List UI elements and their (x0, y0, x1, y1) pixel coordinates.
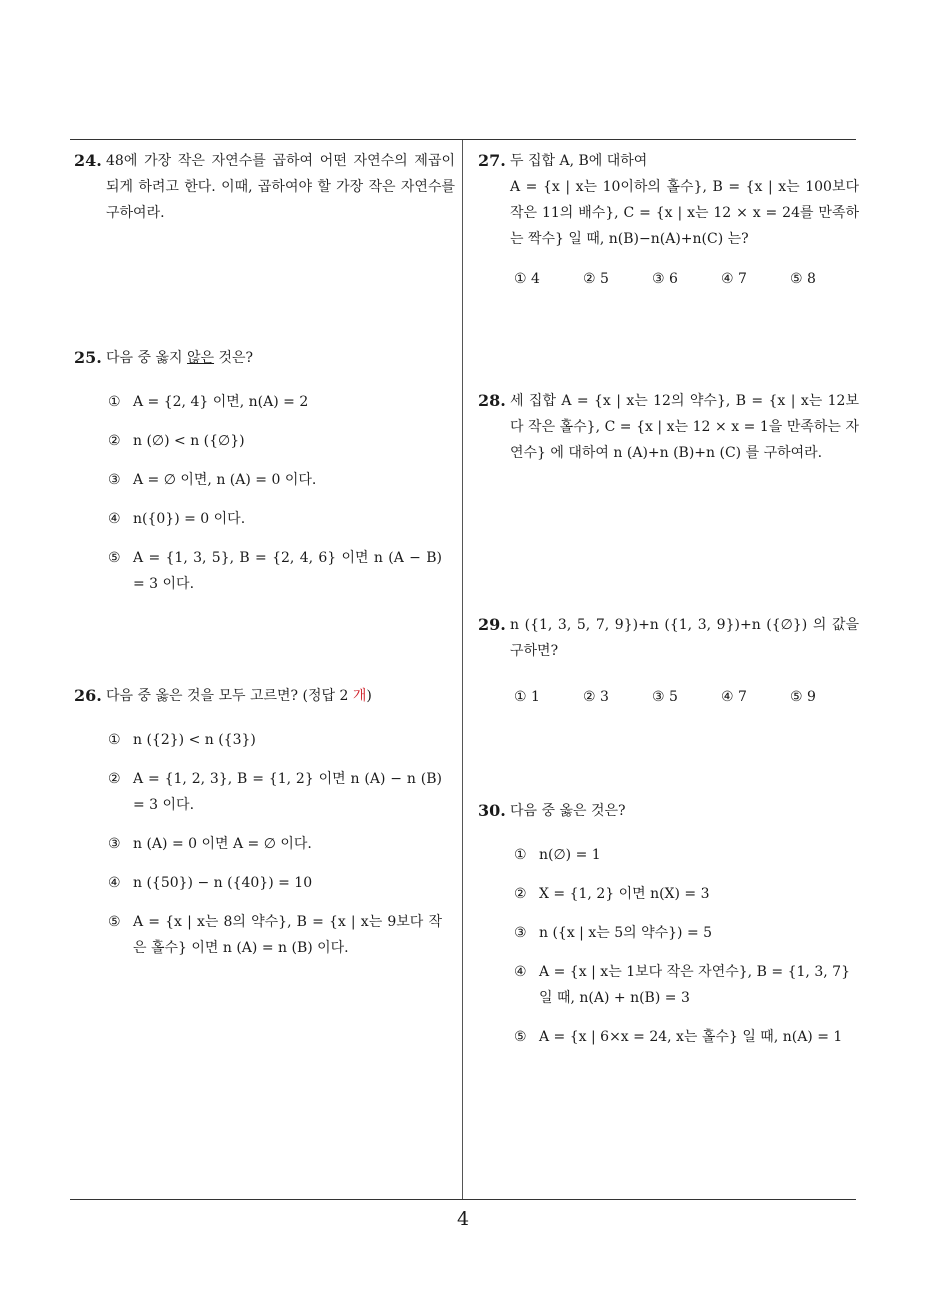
option-mark: ④ (108, 875, 121, 891)
option-mark: ⑤ (108, 550, 121, 566)
question-number: 28. (478, 391, 506, 410)
underlined-word: 않은 (186, 350, 215, 366)
option-1[interactable] (108, 727, 442, 753)
question-number: 26. (74, 686, 102, 705)
question-28 (478, 388, 859, 466)
option-3[interactable] (108, 831, 442, 857)
option-mark: ① (514, 847, 527, 863)
option-2[interactable] (514, 881, 850, 907)
option-text: n ({50}) − n ({40}) = 10 (133, 875, 313, 891)
option-mark: ② (108, 433, 121, 449)
question-text: 48에 가장 작은 자연수를 곱하여 어떤 자연수의 제곱이 되게 하려고 한다. 이때, 곱하여야 할 가장 작은 자연수를 구하여라. (106, 153, 455, 221)
question-text-part: ) (366, 688, 372, 704)
option-list (108, 389, 442, 597)
choice-3[interactable]: ③ 5 (652, 689, 678, 705)
option-1[interactable] (108, 389, 442, 415)
question-body (510, 612, 859, 710)
top-rule (70, 139, 856, 140)
option-mark: ③ (108, 472, 121, 488)
question-26 (74, 683, 442, 974)
question-text (106, 683, 442, 709)
option-mark: ① (108, 394, 121, 410)
choice-4[interactable]: ④ 7 (721, 271, 747, 287)
option-1[interactable] (514, 842, 850, 868)
question-number: 24. (74, 151, 102, 170)
option-text: A = {x | x는 1보다 작은 자연수}, B = {1, 3, 7} 일 때, n(A) + n(B) = 3 (539, 964, 850, 1006)
option-text: n (∅) < n ({∅}) (133, 433, 245, 449)
choice-1[interactable]: ① 4 (514, 271, 540, 287)
question-30 (478, 798, 850, 1063)
question-text (106, 345, 442, 371)
question-27 (478, 148, 859, 292)
question-number: 25. (74, 348, 102, 367)
question-number: 27. (478, 151, 506, 170)
question-text: 세 집합 A = {x | x는 12의 약수}, B = {x | x는 12보다 작은 홀수}, C = {x | x는 12 × x = 1을 만족하는 자연수} 에 대하여 n (A)+n (B)+n (C) 를 구하여라. (510, 393, 859, 461)
question-25 (74, 345, 442, 610)
option-mark: ③ (514, 925, 527, 941)
option-4[interactable] (108, 506, 442, 532)
choice-1[interactable]: ① 1 (514, 689, 540, 705)
option-text: A = ∅ 이면, n (A) = 0 이다. (133, 472, 317, 488)
option-3[interactable] (514, 920, 850, 946)
column-divider (462, 140, 463, 1199)
question-text-part: 것은? (214, 350, 254, 366)
choice-row (514, 266, 859, 292)
option-4[interactable] (108, 870, 442, 896)
option-4[interactable] (514, 959, 850, 1011)
option-5[interactable] (108, 545, 442, 597)
option-text: n ({x | x는 5의 약수}) = 5 (539, 925, 713, 941)
option-text: n(∅) = 1 (539, 847, 601, 863)
question-24 (74, 148, 455, 226)
question-text-part: 다음 중 옳은 것을 모두 고르면? (정답 2 (106, 688, 353, 704)
choice-3[interactable]: ③ 6 (652, 271, 678, 287)
question-text: n ({1, 3, 5, 7, 9})+n ({1, 3, 9})+n ({∅}) 의 값을 구하면? (510, 617, 859, 659)
choice-2[interactable]: ② 5 (583, 271, 609, 287)
bottom-rule (70, 1199, 856, 1200)
option-mark: ③ (108, 836, 121, 852)
question-29 (478, 612, 859, 710)
page-number: 4 (456, 1208, 470, 1230)
option-mark: ④ (514, 964, 527, 980)
option-mark: ④ (108, 511, 121, 527)
option-text: n({0}) = 0 이다. (133, 511, 246, 527)
option-list (108, 727, 442, 961)
question-number: 29. (478, 615, 506, 634)
option-3[interactable] (108, 467, 442, 493)
question-text: 다음 중 옳은 것은? (510, 803, 626, 819)
choice-5[interactable]: ⑤ 8 (790, 271, 816, 287)
option-text: X = {1, 2} 이면 n(X) = 3 (539, 886, 710, 902)
choice-row (514, 684, 859, 710)
option-mark: ② (514, 886, 527, 902)
option-mark: ② (108, 771, 121, 787)
option-mark: ⑤ (514, 1029, 527, 1045)
choice-2[interactable]: ② 3 (583, 689, 609, 705)
option-5[interactable] (514, 1024, 850, 1050)
highlighted-word: 개 (352, 688, 367, 704)
question-number: 30. (478, 801, 506, 820)
question-text: A = {x | x는 10이하의 홀수}, B = {x | x는 100보다 작은 11의 배수}, C = {x | x는 12 × x = 24를 만족하는 짝수} 일 때, n(B)−n(A)+n(C) 는? (510, 179, 859, 247)
option-mark: ① (108, 732, 121, 748)
question-text-part: 다음 중 옳지 (106, 350, 187, 366)
option-text: A = {2, 4} 이면, n(A) = 2 (133, 394, 309, 410)
question-stem: 두 집합 A, B에 대하여 (510, 153, 648, 169)
option-2[interactable] (108, 428, 442, 454)
option-text: n ({2}) < n ({3}) (133, 732, 256, 748)
option-text: A = {1, 3, 5}, B = {2, 4, 6} 이면 n (A − B) = 3 이다. (133, 550, 442, 592)
choice-4[interactable]: ④ 7 (721, 689, 747, 705)
option-text: n (A) = 0 이면 A = ∅ 이다. (133, 836, 312, 852)
option-2[interactable] (108, 766, 442, 818)
option-text: A = {x | 6×x = 24, x는 홀수} 일 때, n(A) = 1 (539, 1029, 843, 1045)
option-list (514, 842, 850, 1050)
question-body (510, 148, 859, 292)
option-5[interactable] (108, 909, 442, 961)
option-text: A = {x | x는 8의 약수}, B = {x | x는 9보다 작은 홀수} 이면 n (A) = n (B) 이다. (133, 914, 442, 956)
option-text: A = {1, 2, 3}, B = {1, 2} 이면 n (A) − n (B) = 3 이다. (133, 771, 442, 813)
option-mark: ⑤ (108, 914, 121, 930)
choice-5[interactable]: ⑤ 9 (790, 689, 816, 705)
